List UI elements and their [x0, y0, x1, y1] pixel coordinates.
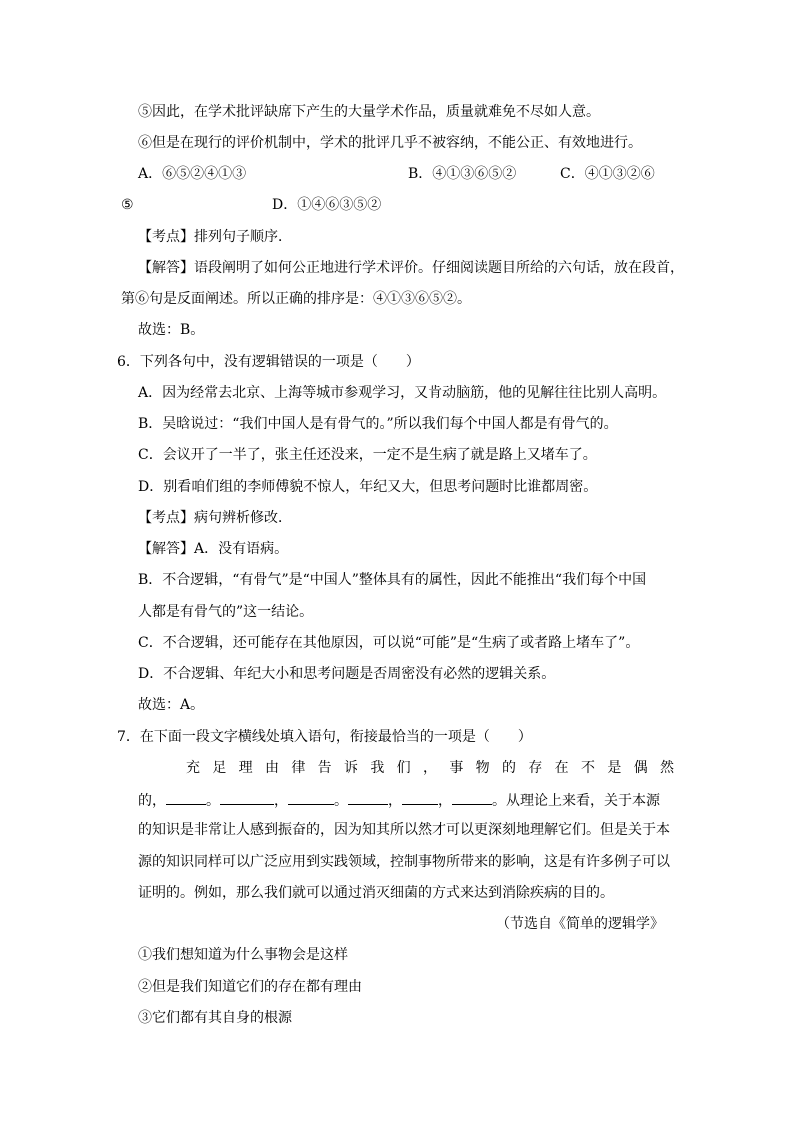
passage-line-2	[138, 789, 660, 811]
answer-choice-q6: 故选：A。	[138, 697, 205, 713]
kaodian-label: 【考点】排列句子顺序．	[138, 229, 292, 245]
fill-blank-3	[288, 789, 334, 805]
fill-blank-6	[452, 789, 492, 805]
passage-text: 的，	[138, 793, 166, 809]
jieda-q6-c: C．不合逻辑，还可能存在其他原因，可以说“可能”是“生病了或者路上堵车了”。	[138, 635, 640, 651]
fill-blank-2	[220, 789, 274, 805]
sentence-6: ⑥但是在现行的评价机制中，学术的批评几乎不被容纳，不能公正、有效地进行。	[138, 135, 642, 151]
jieda-q6-b-cont: 人都是有骨气的”这一结论。	[138, 604, 314, 620]
answer-choice: 故选：B。	[138, 322, 205, 338]
sentence-5: ⑤因此，在学术批评缺席下产生的大量学术作品，质量就难免不尽如人意。	[138, 104, 600, 120]
option-c: C．④①③②⑥	[560, 166, 655, 182]
statement-2: ②但是我们知道它们的存在都有理由	[138, 979, 362, 995]
option-b: B．④①③⑥⑤②	[408, 166, 517, 182]
statement-3: ③它们都有其自身的根源	[138, 1010, 292, 1026]
option-c-continued: ⑤	[121, 197, 134, 213]
q6-option-c: C．会议开了一半了，张主任还没来，一定不是生病了就是路上又堵车了。	[138, 447, 597, 463]
passage-punct: ，	[438, 793, 452, 809]
q6-option-b: B．吴晗说过：“我们中国人是有骨气的。”所以我们每个中国人都是有骨气的。	[138, 416, 618, 432]
statement-1: ①我们想知道为什么事物会是这样	[138, 947, 348, 963]
jieda-q6-b: B．不合逻辑，“有骨气”是“中国人”整体具有的属性，因此不能推出“我们每个中国	[138, 572, 647, 588]
option-d: D．①④⑥③⑤②	[272, 197, 382, 213]
question-6-title: 6．下列各句中，没有逻辑错误的一项是（ ）	[117, 354, 420, 370]
q6-option-d: D．别看咱们组的李师傅貌不惊人，年纪又大，但思考问题时比谁都周密。	[138, 479, 598, 495]
passage-line-5: 证明的。例如，那么我们就可以通过消灭细菌的方式来达到消除疾病的目的。	[138, 885, 614, 901]
jieda-text-cont: 第⑥句是反面阐述。所以正确的排序是：④①③⑥⑤②。	[121, 291, 471, 307]
passage-punct: 。	[334, 793, 348, 809]
fill-blank-5	[402, 789, 438, 805]
question-7-title: 7．在下面一段文字横线处填入语句，衔接最恰当的一项是（ ）	[117, 729, 532, 745]
fill-blank-1	[166, 789, 206, 805]
q6-option-a: A．因为经常去北京、上海等城市参观学习，又肯动脑筋，他的见解往往比别人高明。	[138, 385, 667, 401]
jieda-q6-d: D．不合逻辑、年纪大小和思考问题是否周密没有必然的逻辑关系。	[138, 666, 556, 682]
passage-punct: ，	[388, 793, 402, 809]
fill-blank-4	[348, 789, 388, 805]
option-a: A．⑥⑤②④①③	[138, 166, 247, 182]
source-citation: （节选自《简单的逻辑学》	[496, 916, 664, 932]
passage-line-4: 源的知识同样可以广泛应用到实践领域，控制事物所带来的影响，这是有许多例子可以	[138, 854, 670, 870]
passage-line-1: 充足理由律告诉我们，事物的存在不是偶然	[186, 760, 674, 776]
passage-punct: ，	[274, 793, 288, 809]
passage-line-3: 的知识是非常让人感到振奋的，因为知其所以然才可以更深刻地理解它们。但是关于本	[138, 822, 670, 838]
kaodian-label-q6: 【考点】病句辨析修改．	[138, 510, 292, 526]
passage-punct: 。	[206, 793, 220, 809]
jieda-q6-a: 【解答】A．没有语病。	[138, 541, 289, 557]
jieda-text: 【解答】语段阐明了如何公正地进行学术评价。仔细阅读题目所给的六句话，放在段首，	[138, 260, 684, 276]
passage-text: 。从理论上来看，关于本源	[492, 793, 660, 809]
